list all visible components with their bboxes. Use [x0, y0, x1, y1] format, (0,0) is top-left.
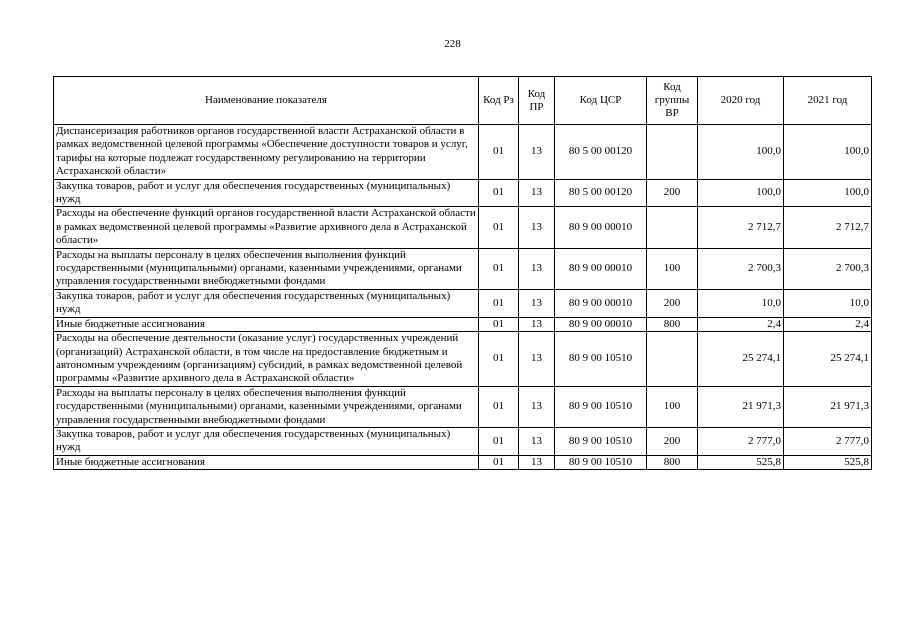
header-2021: 2021 год	[784, 77, 872, 125]
header-pr: Код ПР	[519, 77, 555, 125]
table-row	[54, 179, 872, 207]
header-name: Наименование показателя	[54, 77, 479, 125]
row-name: Иные бюджетные ассигнования	[54, 317, 479, 331]
row-2020: 100,0	[698, 125, 784, 180]
row-name: Расходы на обеспечение деятельности (оказание услуг) государственных учреждений (организаций) Астраханской области, в том числе на предоставление бюджетным и автономным учреждениям (организациям) субсидий, в рамках ведомственной целевой программы «Развитие архивного дела в Астраханской области»	[54, 332, 479, 387]
row-pr: 13	[519, 207, 555, 248]
row-name: Диспансеризация работников органов государственной власти Астраханской области в рамках ведомственной целевой программы «Обеспечение доступности товаров и услуг, тарифы на которые подлежат государственному регулированию на территории Астраханской области»	[54, 125, 479, 180]
table-row	[54, 248, 872, 289]
row-rz: 01	[479, 332, 519, 387]
row-rz: 01	[479, 207, 519, 248]
row-name: Закупка товаров, работ и услуг для обеспечения государственных (муниципальных) нужд	[54, 427, 479, 455]
row-name: Иные бюджетные ассигнования	[54, 455, 479, 469]
row-rz: 01	[479, 179, 519, 207]
row-2021: 2 777,0	[784, 427, 872, 455]
header-vr: Код группы ВР	[647, 77, 698, 125]
header-csr: Код ЦСР	[555, 77, 647, 125]
row-rz: 01	[479, 248, 519, 289]
row-pr: 13	[519, 386, 555, 427]
row-2021: 100,0	[784, 179, 872, 207]
row-2020: 2 777,0	[698, 427, 784, 455]
row-rz: 01	[479, 427, 519, 455]
table-row	[54, 207, 872, 248]
row-2020: 10,0	[698, 289, 784, 317]
row-rz: 01	[479, 386, 519, 427]
row-name: Закупка товаров, работ и услуг для обеспечения государственных (муниципальных) нужд	[54, 289, 479, 317]
row-pr: 13	[519, 289, 555, 317]
row-vr: 200	[647, 289, 698, 317]
row-2020: 100,0	[698, 179, 784, 207]
row-csr: 80 9 00 10510	[555, 332, 647, 387]
budget-table	[53, 76, 872, 470]
row-rz: 01	[479, 289, 519, 317]
row-vr	[647, 125, 698, 180]
row-csr: 80 9 00 10510	[555, 386, 647, 427]
row-rz: 01	[479, 455, 519, 469]
row-vr	[647, 332, 698, 387]
row-pr: 13	[519, 317, 555, 331]
row-name: Расходы на выплаты персоналу в целях обеспечения выполнения функций государственными (муниципальными) органами, казенными учреждениями, органами управления государственными внебюджетными фондами	[54, 248, 479, 289]
row-pr: 13	[519, 179, 555, 207]
row-name: Закупка товаров, работ и услуг для обеспечения государственных (муниципальных) нужд	[54, 179, 479, 207]
row-name: Расходы на обеспечение функций органов государственной власти Астраханской области в рамках ведомственной целевой программы «Развитие архивного дела в Астраханской области»	[54, 207, 479, 248]
row-rz: 01	[479, 317, 519, 331]
table-row	[54, 332, 872, 387]
table-row	[54, 289, 872, 317]
row-vr: 800	[647, 455, 698, 469]
row-csr: 80 5 00 00120	[555, 125, 647, 180]
row-csr: 80 5 00 00120	[555, 179, 647, 207]
row-rz: 01	[479, 125, 519, 180]
row-2020: 21 971,3	[698, 386, 784, 427]
row-vr: 200	[647, 427, 698, 455]
row-vr: 100	[647, 248, 698, 289]
table-row	[54, 455, 872, 469]
page-number: 228	[444, 38, 461, 50]
table-header-row	[54, 77, 872, 125]
row-pr: 13	[519, 332, 555, 387]
row-2021: 2 700,3	[784, 248, 872, 289]
row-2021: 100,0	[784, 125, 872, 180]
row-2020: 2 700,3	[698, 248, 784, 289]
row-2021: 525,8	[784, 455, 872, 469]
row-2020: 525,8	[698, 455, 784, 469]
row-vr: 200	[647, 179, 698, 207]
row-2021: 2 712,7	[784, 207, 872, 248]
table-row	[54, 427, 872, 455]
row-pr: 13	[519, 427, 555, 455]
row-2021: 2,4	[784, 317, 872, 331]
row-csr: 80 9 00 10510	[555, 427, 647, 455]
table-row	[54, 386, 872, 427]
row-2020: 2 712,7	[698, 207, 784, 248]
row-2021: 25 274,1	[784, 332, 872, 387]
row-csr: 80 9 00 00010	[555, 289, 647, 317]
row-csr: 80 9 00 00010	[555, 248, 647, 289]
row-pr: 13	[519, 248, 555, 289]
row-2021: 10,0	[784, 289, 872, 317]
header-rz: Код Рз	[479, 77, 519, 125]
row-csr: 80 9 00 00010	[555, 317, 647, 331]
row-2020: 2,4	[698, 317, 784, 331]
row-csr: 80 9 00 10510	[555, 455, 647, 469]
row-vr: 100	[647, 386, 698, 427]
header-2020: 2020 год	[698, 77, 784, 125]
table-row	[54, 125, 872, 180]
table-row	[54, 317, 872, 331]
row-name: Расходы на выплаты персоналу в целях обеспечения выполнения функций государственными (муниципальными) органами, казенными учреждениями, органами управления государственными внебюджетными фондами	[54, 386, 479, 427]
row-2020: 25 274,1	[698, 332, 784, 387]
row-pr: 13	[519, 125, 555, 180]
row-csr: 80 9 00 00010	[555, 207, 647, 248]
row-2021: 21 971,3	[784, 386, 872, 427]
row-vr: 800	[647, 317, 698, 331]
row-vr	[647, 207, 698, 248]
row-pr: 13	[519, 455, 555, 469]
